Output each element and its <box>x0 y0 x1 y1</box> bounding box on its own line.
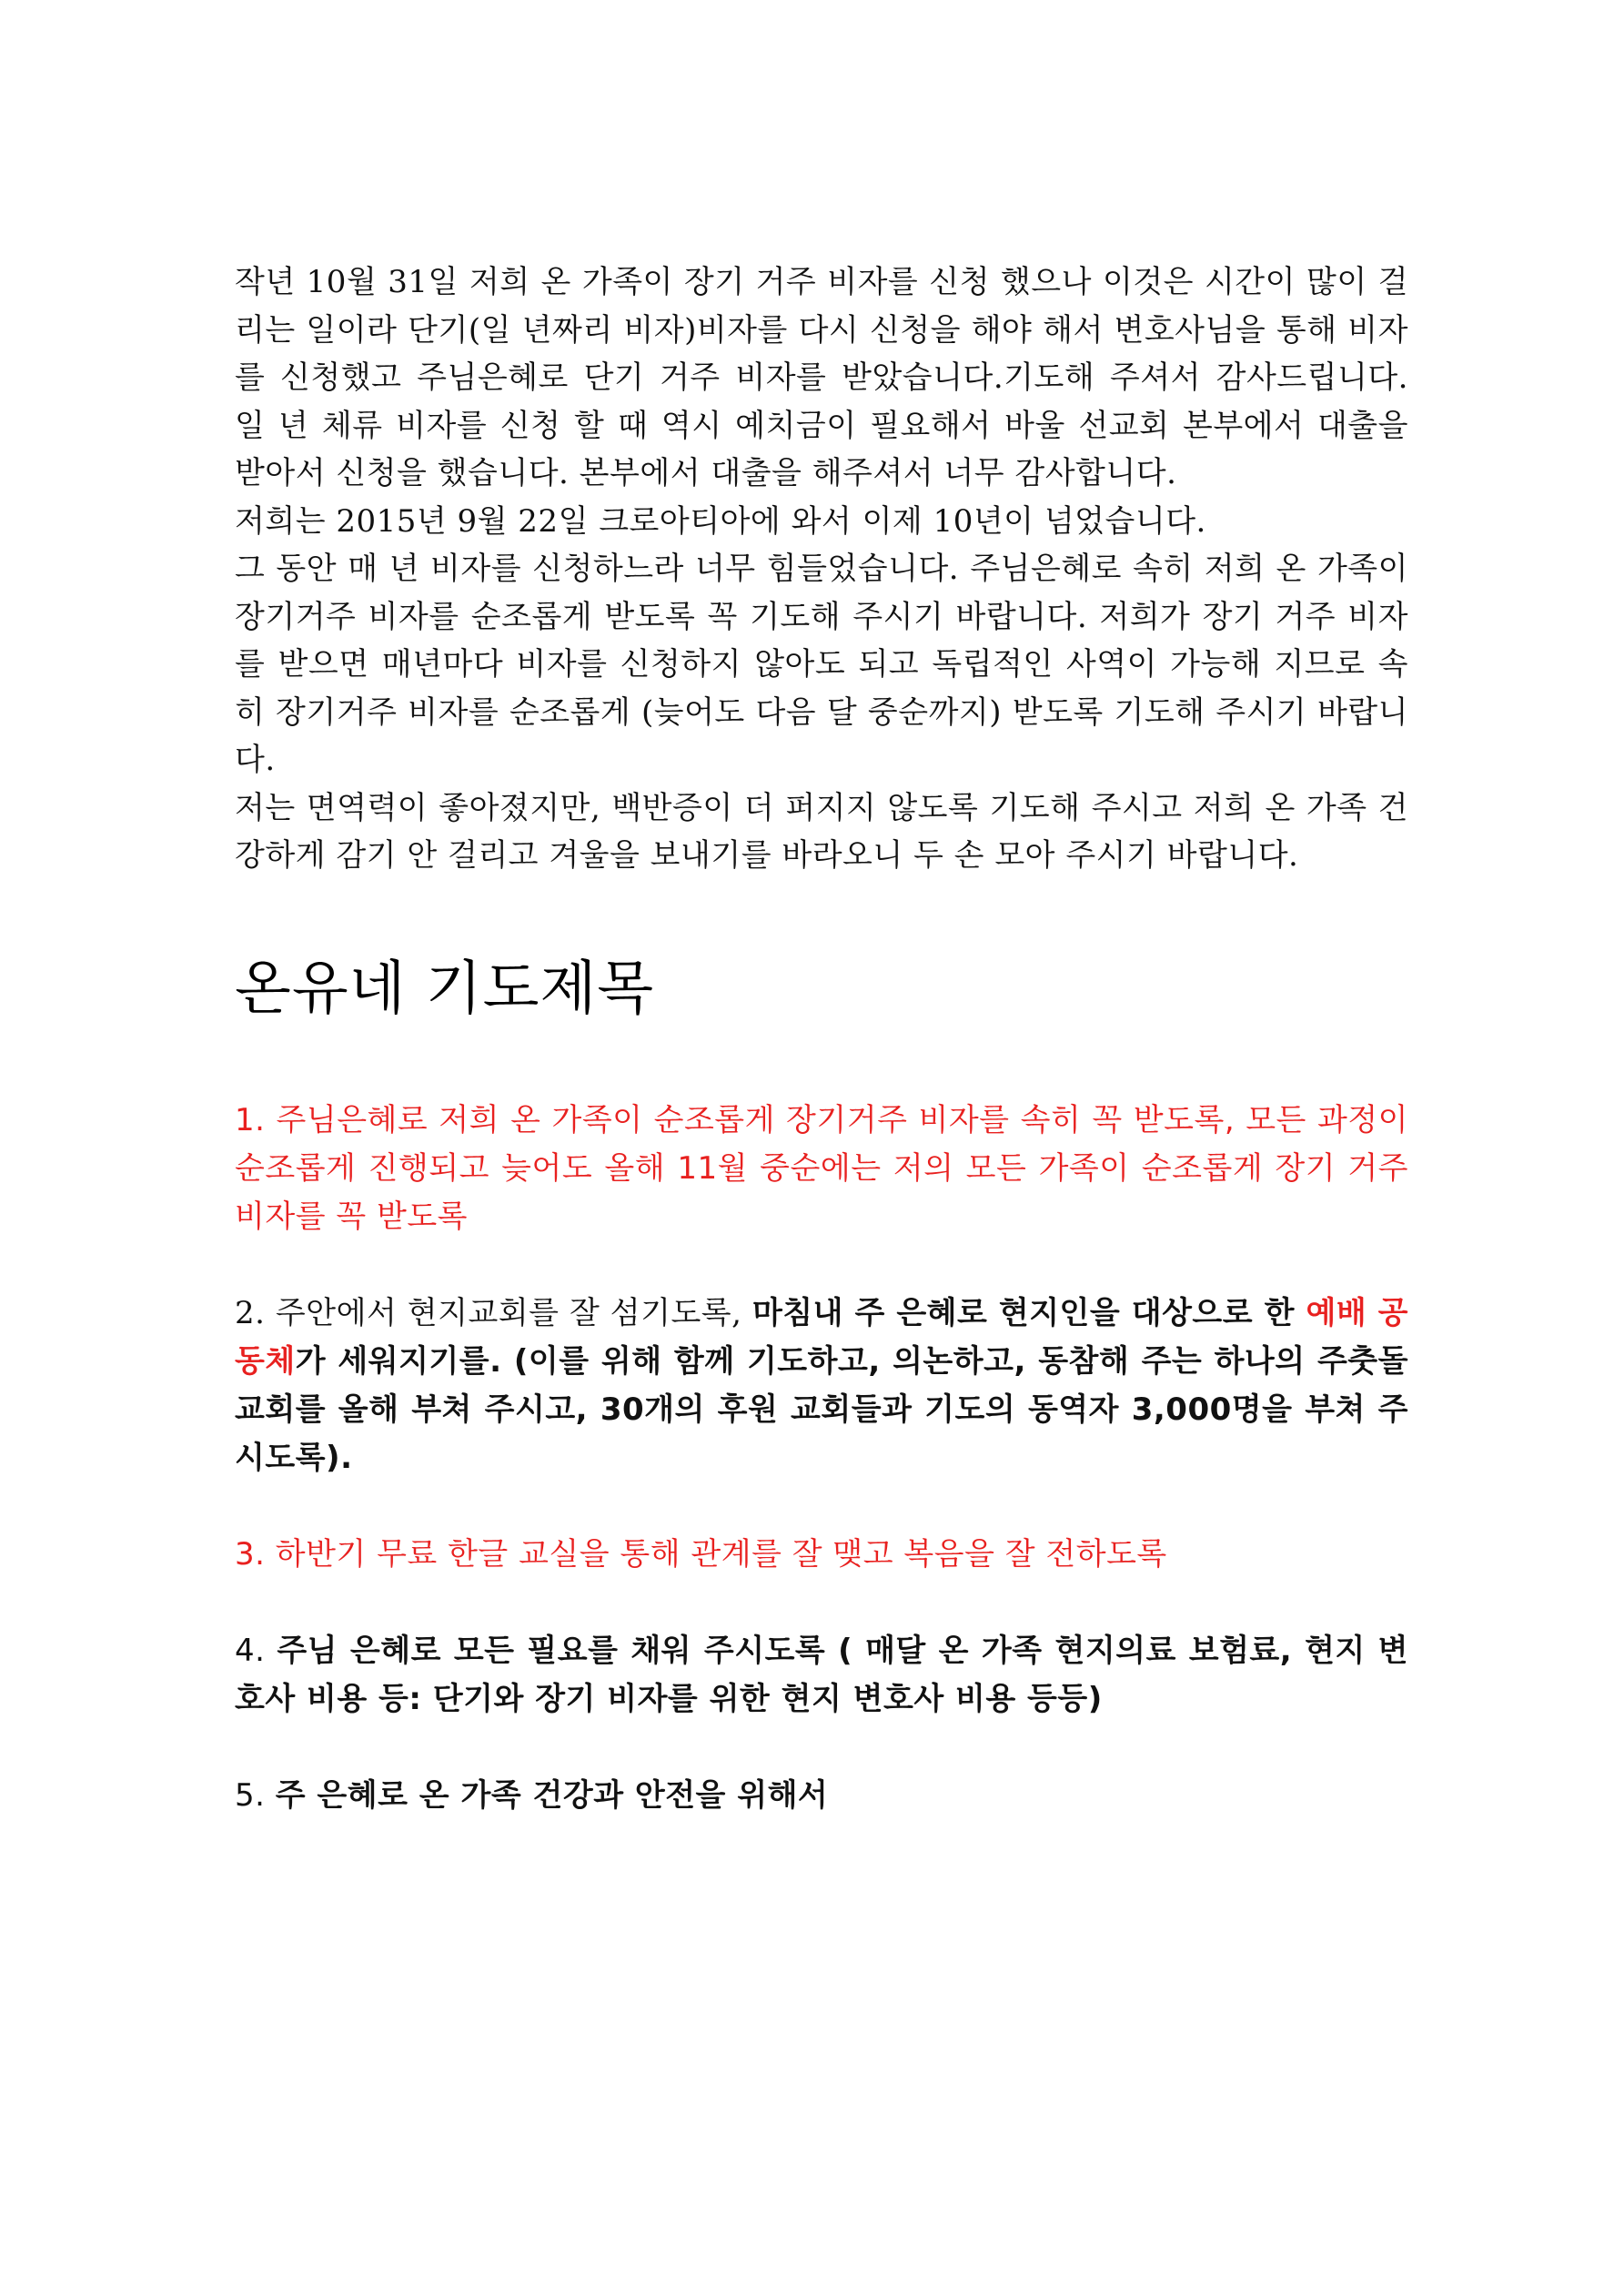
prayer-item-5-text: 주 은혜로 온 가족 건강과 안전을 위해서 <box>275 1776 829 1814</box>
intro-paragraph-health: 저는 면역력이 좋아졌지만, 백반증이 더 퍼지지 않도록 기도해 주시고 저희 온 가족 건강하게 감기 안 걸리고 겨울을 보내기를 바라오니 두 손 모아 주시기 바랍니다. <box>235 789 1408 874</box>
prayer-item-1: 1. 주님은혜로 저희 온 가족이 순조롭게 장기거주 비자를 속히 꼭 받도록, 모든 과정이 순조롭게 진행되고 늦어도 올해 11월 중순에는 저의 모든 가족이 순조롭게 장기 거주 비자를 꼭 받도록 <box>235 1101 1408 1235</box>
prayer-item-3: 3. 하반기 무료 한글 교실을 통해 관계를 잘 맺고 복음을 잘 전하도록 <box>235 1535 1167 1573</box>
prayer-item-4-number: 4. <box>235 1632 277 1669</box>
intro-paragraph-visa-application: 작년 10월 31일 저희 온 가족이 장기 거주 비자를 신청 했으나 이것은 시간이 많이 걸리는 일이라 단기(일 년짜리 비자)비자를 다시 신청을 해야 해서 변호사님을 통해 비자를 신청했고 주님은혜로 단기 거주 비자를 받았습니다.기도해 주셔서 감사드립니다. 일 년 체류 비자를 신청 할 때 역시 예치금이 필요해서 바울 선교회 본부에서 대출을 받아서 신청을 했습니다. 본부에서 대출을 해주셔서 너무 감사합니다. <box>235 264 1408 491</box>
prayer-item-2 <box>235 1290 1408 1482</box>
prayer-item-2-intro: 2. 주안에서 현지교회를 잘 섬기도록, <box>235 1294 752 1331</box>
prayer-item-2-highlight: 예배 공동체 <box>235 1294 1409 1380</box>
intro-paragraph-long-term-visa: 그 동안 매 년 비자를 신청하느라 너무 힘들었습니다. 주님은혜로 속히 저희 온 가족이 장기거주 비자를 순조롭게 받도록 꼭 기도해 주시기 바랍니다. 저희가 장기 거주 비자를 받으면 매년마다 비자를 신청하지 않아도 되고 독립적인 사역이 가능해 지므로 속히 장기거주 비자를 순조롭게 (늦어도 다음 달 중순까지) 받도록 기도해 주시기 바랍니다. <box>235 551 1408 778</box>
prayer-item-4-text: 주님 은혜로 모든 필요를 채워 주시도록 ( 매달 온 가족 현지의료 보험료, 현지 변호사 비용 등: 단기와 장기 비자를 위한 현지 변호사 비용 등등) <box>235 1632 1409 1717</box>
document-body <box>235 258 1408 1868</box>
prayer-item-5-number: 5. <box>235 1776 276 1814</box>
intro-paragraph-arrival: 저희는 2015년 9월 22일 크로아티아에 와서 이제 10년이 넘었습니다. <box>235 502 1206 540</box>
intro-section <box>235 258 1408 880</box>
prayer-item-2-rest: 가 세워지기를. (이를 위해 함께 기도하고, 의논하고, 동참해 주는 하나의 주춧돌 교회를 올해 부쳐 주시고, 30개의 후원 교회들과 기도의 동역자 3,000명을 부쳐 주시도록). <box>235 1342 1408 1476</box>
prayer-list <box>235 1097 1408 1820</box>
prayer-item-4 <box>235 1627 1408 1724</box>
prayer-heading: 온유네 기도제목 <box>235 955 655 1023</box>
prayer-item-5 <box>235 1772 1408 1820</box>
prayer-item-2-bold: 마침내 주 은혜로 현지인을 대상으로 한 <box>751 1294 1306 1331</box>
